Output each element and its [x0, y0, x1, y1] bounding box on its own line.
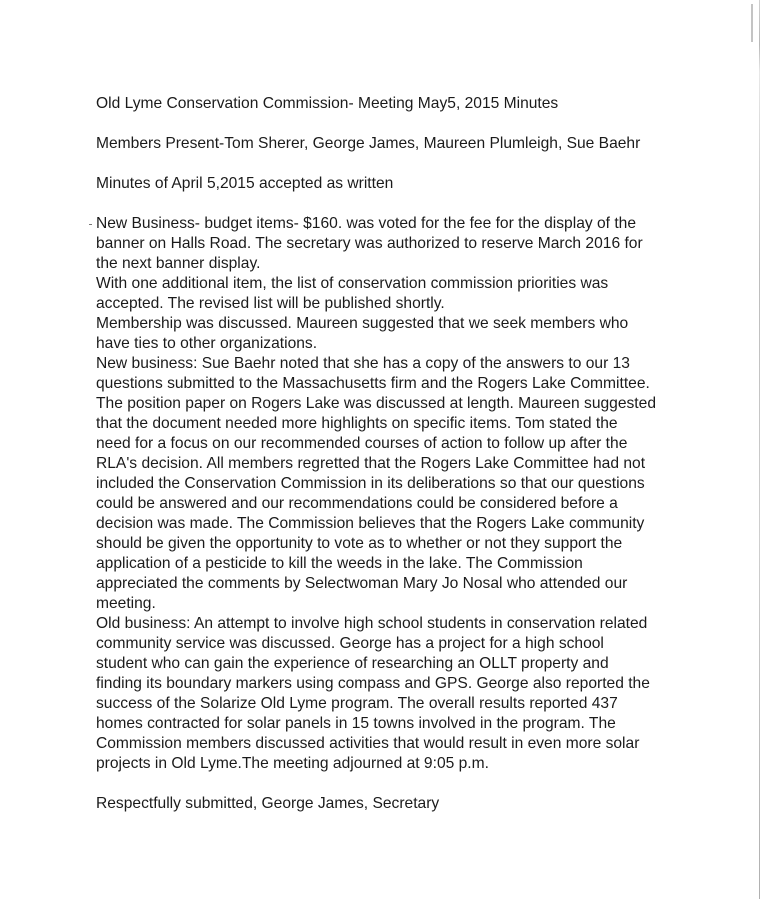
text-line: banner on Halls Road. The secretary was authorized to reserve March 2016 for: [96, 235, 643, 252]
text-line: appreciated the comments by Selectwoman Mary Jo Nosal who attended our: [96, 575, 628, 592]
text-line: New Business- budget items- $160. was voted for the fee for the display of the: [96, 215, 637, 232]
text-line: should be given the opportunity to vote as to whether or not they support the: [96, 535, 623, 552]
text-line: With one additional item, the list of conservation commission priorities was: [96, 275, 609, 292]
old-business-paragraph: [96, 614, 686, 774]
text-line: success of the Solarize Old Lyme program. The overall results reported 437: [96, 695, 618, 712]
membership-paragraph: [96, 314, 686, 354]
new-business-budget-paragraph: [96, 214, 686, 274]
minutes-body: [96, 214, 686, 774]
scan-edge-line: [759, 0, 760, 899]
text-line: the next banner display.: [96, 255, 261, 272]
members-present: Members Present-Tom Sherer, George James, Maureen Plumleigh, Sue Baehr: [96, 135, 641, 152]
text-line: application of a pesticide to kill the weeds in the lake. The Commission: [96, 555, 583, 572]
additional-item-paragraph: [96, 274, 686, 314]
minutes-accepted: Minutes of April 5,2015 accepted as written: [96, 175, 394, 192]
text-line: projects in Old Lyme.The meeting adjourned at 9:05 p.m.: [96, 755, 489, 772]
meeting-minutes: [96, 94, 686, 814]
new-business-rogers-lake-paragraph: [96, 354, 686, 614]
text-line: meeting.: [96, 595, 156, 612]
text-line: student who can gain the experience of researching an OLLT property and: [96, 655, 609, 672]
margin-tick-mark: [89, 224, 92, 225]
scan-edge-mark: [751, 4, 753, 42]
text-line: questions submitted to the Massachusetts firm and the Rogers Lake Committee.: [96, 375, 650, 392]
signature-line: Respectfully submitted, George James, Secretary: [96, 795, 440, 812]
text-line: RLA's decision. All members regretted that the Rogers Lake Committee had not: [96, 455, 646, 472]
text-line: New business: Sue Baehr noted that she has a copy of the answers to our 13: [96, 355, 630, 372]
text-line: accepted. The revised list will be published shortly.: [96, 295, 445, 312]
text-line: included the Conservation Commission in its deliberations so that our questions: [96, 475, 645, 492]
text-line: finding its boundary markers using compass and GPS. George also reported the: [96, 675, 650, 692]
text-line: decision was made. The Commission believes that the Rogers Lake community: [96, 515, 645, 532]
text-line: Commission members discussed activities that would result in even more solar: [96, 735, 640, 752]
text-line: could be answered and our recommendations could be considered before a: [96, 495, 618, 512]
document-title: Old Lyme Conservation Commission- Meeting May5, 2015 Minutes: [96, 95, 559, 112]
text-line: Old business: An attempt to involve high school students in conservation related: [96, 615, 648, 632]
text-line: homes contracted for solar panels in 15 towns involved in the program. The: [96, 715, 616, 732]
text-line: need for a focus on our recommended courses of action to follow up after the: [96, 435, 628, 452]
text-line: Membership was discussed. Maureen suggested that we seek members who: [96, 315, 629, 332]
text-line: have ties to other organizations.: [96, 335, 318, 352]
text-line: community service was discussed. George has a project for a high school: [96, 635, 604, 652]
text-line: that the document needed more highlights on specific items. Tom stated the: [96, 415, 618, 432]
text-line: The position paper on Rogers Lake was discussed at length. Maureen suggested: [96, 395, 656, 412]
